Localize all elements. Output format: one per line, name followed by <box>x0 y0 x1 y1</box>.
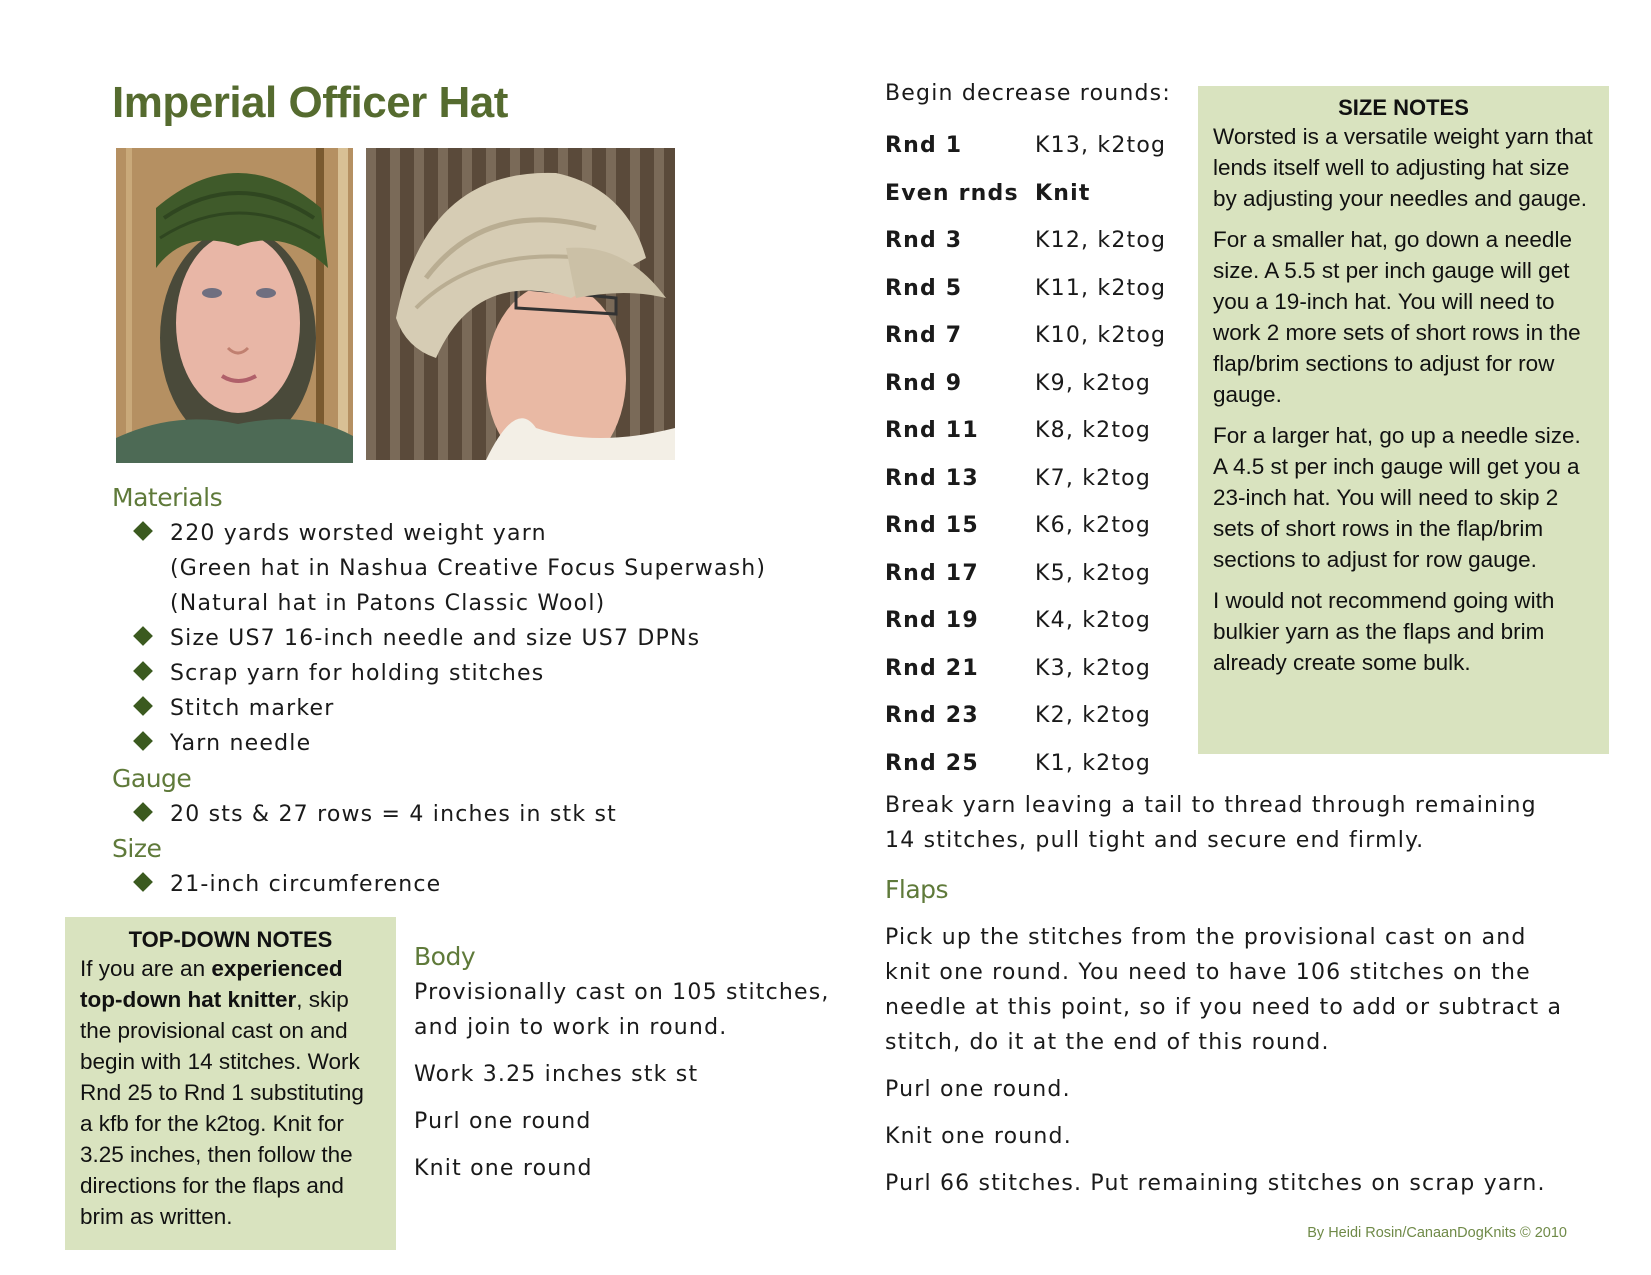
flaps-paragraph: Purl 66 stitches. Put remaining stitches on scrap yarn. <box>885 1171 1546 1196</box>
size-heading: Size <box>112 834 162 863</box>
table-row: Rnd 23 K2, k2tog <box>885 703 1151 729</box>
table-row: Rnd 25 K1, k2tog <box>885 750 1151 776</box>
flaps-heading: Flaps <box>885 875 949 904</box>
size-notes-paragraph: For a smaller hat, go down a needle size. A 5.5 st per inch gauge will get you a 19-inch hat. You will need to work 2 more sets of short rows in the flap/brim sections to adjust for row gauge. <box>1213 227 1581 407</box>
diamond-bullet-icon <box>133 626 153 646</box>
body-paragraph: Purl one round <box>414 1109 592 1134</box>
flaps-paragraph: Purl one round. <box>885 1077 1071 1102</box>
table-row: Rnd 19 K4, k2tog <box>885 608 1151 634</box>
table-row: Rnd 15 K6, k2tog <box>885 513 1151 539</box>
body-heading: Body <box>414 942 476 971</box>
table-row: Even rnds Knit <box>885 180 1091 206</box>
table-row: Rnd 7 K10, k2tog <box>885 323 1167 349</box>
diamond-bullet-icon <box>133 731 153 751</box>
list-item: Stitch marker <box>112 691 766 726</box>
body-text <box>414 975 834 1198</box>
list-item: Scrap yarn for holding stitches <box>112 656 766 691</box>
body-paragraph: Work 3.25 inches stk st <box>414 1062 699 1087</box>
diamond-bullet-icon <box>133 872 153 892</box>
materials-heading: Materials <box>112 483 223 512</box>
natural-hat-photo <box>366 148 675 460</box>
top-down-notes-title: TOP-DOWN NOTES <box>128 927 333 952</box>
table-row: Rnd 1 K13, k2tog <box>885 133 1167 159</box>
list-item: Yarn needle <box>112 726 766 761</box>
list-item: 220 yards worsted weight yarn (Green hat in Nashua Creative Focus Superwash) (Natural hat in Patons Classic Wool) <box>112 516 766 621</box>
flaps-paragraph: Knit one round. <box>885 1124 1072 1149</box>
decrease-table <box>885 122 1166 787</box>
table-row: Rnd 5 K11, k2tog <box>885 275 1167 301</box>
decrease-intro: Begin decrease rounds: <box>885 81 1171 106</box>
list-item: 20 sts & 27 rows = 4 inches in stk st <box>112 797 617 832</box>
body-paragraph: Knit one round <box>414 1156 593 1181</box>
diamond-bullet-icon <box>133 802 153 822</box>
flaps-text <box>885 920 1575 1213</box>
table-row: Rnd 17 K5, k2tog <box>885 560 1151 586</box>
size-notes-paragraph: For a larger hat, go up a needle size. A 4.5 st per inch gauge will get you a 23-inch hat. You will need to skip 2 sets of short rows in the flap/brim sections to adjust for row gauge. <box>1213 423 1581 572</box>
diamond-bullet-icon <box>133 521 153 541</box>
list-item: 21-inch circumference <box>112 867 441 902</box>
credit-line: By Heidi Rosin/CanaanDogKnits © 2010 <box>1307 1225 1567 1241</box>
size-notes-paragraph: I would not recommend going with bulkier yarn as the flaps and brim already create some bulk. <box>1213 588 1555 675</box>
gauge-list <box>112 797 617 832</box>
gauge-heading: Gauge <box>112 764 192 793</box>
table-row: Rnd 13 K7, k2tog <box>885 465 1151 491</box>
list-item: Size US7 16-inch needle and size US7 DPNs <box>112 621 766 656</box>
size-notes-text <box>1198 121 1609 678</box>
table-row: Rnd 3 K12, k2tog <box>885 228 1167 254</box>
table-row: Rnd 11 K8, k2tog <box>885 418 1151 444</box>
size-notes-paragraph: Worsted is a versatile weight yarn that lends itself well to adjusting hat size by adjusting your needles and gauge. <box>1213 124 1593 211</box>
size-notes-title: SIZE NOTES <box>1338 95 1469 120</box>
size-notes-box <box>1198 86 1609 754</box>
green-hat-photo <box>116 148 353 463</box>
top-down-notes-box <box>65 917 396 1250</box>
materials-list <box>112 516 766 761</box>
table-row: Rnd 21 K3, k2tog <box>885 655 1151 681</box>
body-paragraph: Provisionally cast on 105 stitches, and join to work in round. <box>414 980 830 1040</box>
diamond-bullet-icon <box>133 696 153 716</box>
top-down-notes-text: If you are an experienced top-down hat knitter, skip the provisional cast on and begin with 14 stitches. Work Rnd 25 to Rnd 1 substituting a kfb for the k2tog. Knit for 3.25 inches, then follow the directions for the flaps and brim as written. <box>80 956 364 1229</box>
page-title: Imperial Officer Hat <box>112 78 508 127</box>
table-row: Rnd 9 K9, k2tog <box>885 370 1151 396</box>
size-list <box>112 867 441 902</box>
flaps-paragraph: Pick up the stitches from the provisional cast on and knit one round. You need to have 106 stitches on the needle at this point, so if you need to add or subtract a stitch, do it at the end of this round. <box>885 925 1563 1055</box>
decrease-closing: Break yarn leaving a tail to thread through remaining 14 stitches, pull tight and secure end firmly. <box>885 793 1537 853</box>
diamond-bullet-icon <box>133 661 153 681</box>
